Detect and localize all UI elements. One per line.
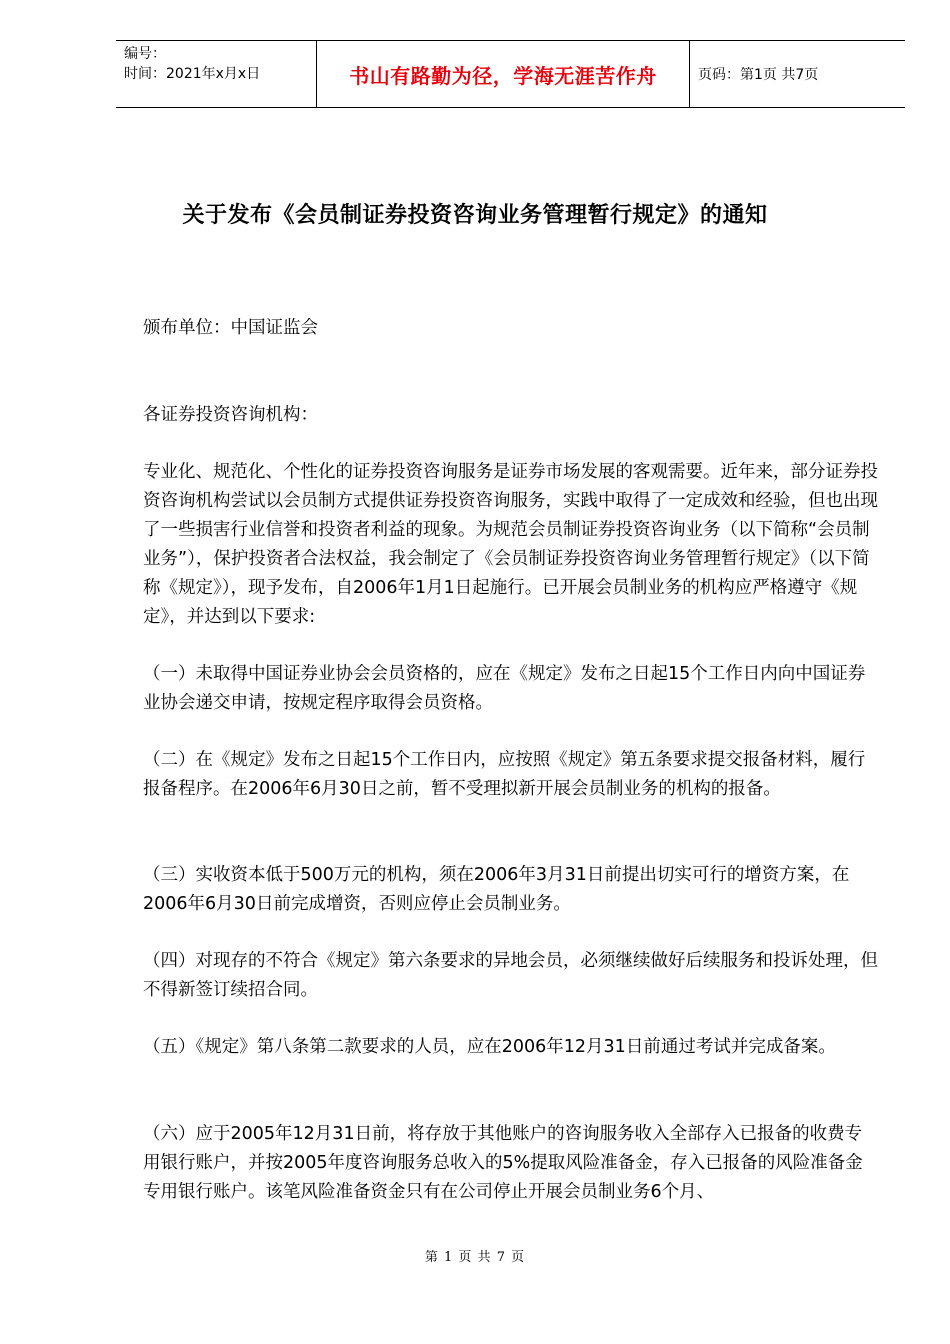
header-page-info: 页码：第1页 共7页 (698, 67, 819, 83)
header-meta (116, 41, 316, 107)
requirement-item-5: （五）《规定》第八条第二款要求的人员，应在2006年12月31日前通过考试并完成备案。 (143, 1037, 836, 1057)
header-motto: 书山有路勤为径，学海无涯苦作舟 (316, 41, 690, 107)
requirement-item-4: （四）对现存的不符合《规定》第六条要求的异地会员，必须继续做好后续服务和投诉处理，但不得新签订续招合同。 (143, 951, 878, 1000)
document-title: 关于发布《会员制证券投资咨询业务管理暂行规定》的通知 (182, 203, 768, 228)
intro-paragraph: 专业化、规范化、个性化的证券投资咨询服务是证券市场发展的客观需要。近年来，部分证券投资咨询机构尝试以会员制方式提供证券投资咨询服务，实践中取得了一定成效和经验，但也出现了一些损害行业信誉和投资者利益的现象。为规范会员制证券投资咨询业务（以下简称“会员制业务”），保护投资者合法权益，我会制定了《会员制证券投资咨询业务管理暂行规定》（以下简称《规定》），现予发布，自2006年1月1日起施行。已开展会员制业务的机构应严格遵守《规定》，并达到以下要求: (143, 462, 878, 627)
salutation: 各证券投资咨询机构： (143, 405, 318, 425)
requirement-item-6: （六）应于2005年12月31日前，将存放于其他账户的咨询服务收入全部存入已报备的收费专用银行账户，并按2005年度咨询服务总收入的5%提取风险准备金，存入已报备的风险准备金专用银行账户。该笔风险准备资金只有在公司停止开展会员制业务6个月、 (143, 1124, 863, 1202)
number-label: 编号： (124, 46, 166, 62)
requirement-item-2: （二）在《规定》发布之日起15个工作日内，应按照《规定》第五条要求提交报备材料，履行报备程序。在2006年6月30日之前，暂不受理拟新开展会员制业务的机构的报备。 (143, 750, 866, 799)
page-footer: 第 1 页 共 7 页 (424, 1250, 526, 1265)
requirement-item-1: （一）未取得中国证券业协会会员资格的，应在《规定》发布之日起15个工作日内向中国证券业协会递交申请，按规定程序取得会员资格。 (143, 664, 866, 713)
issuer-line: 颁布单位：中国证监会 (143, 318, 318, 338)
time-label: 时间：2021年x月x日 (124, 66, 261, 82)
requirement-item-3: （三）实收资本低于500万元的机构，须在2006年3月31日前提出切实可行的增资方案，在2006年6月30日前完成增资，否则应停止会员制业务。 (143, 865, 850, 914)
page-header (116, 40, 905, 108)
